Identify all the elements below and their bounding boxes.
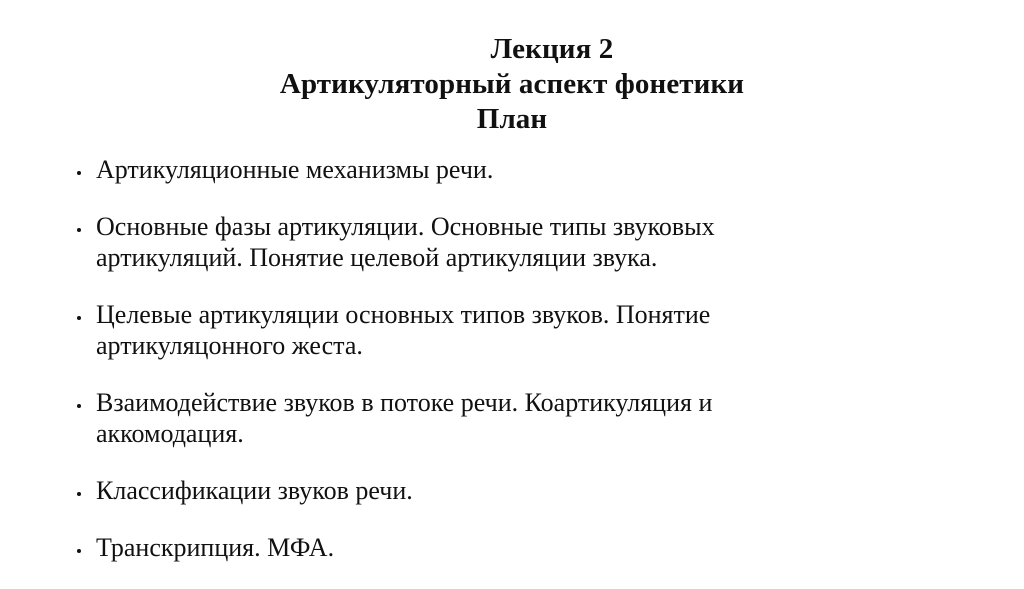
plan-item bbox=[0, 154, 856, 185]
bullet-icon bbox=[77, 404, 81, 408]
plan-item bbox=[0, 299, 856, 361]
plan-item-text: Артикуляционные механизмы речи. bbox=[96, 155, 494, 184]
plan-item bbox=[0, 475, 856, 506]
bullet-icon bbox=[77, 492, 81, 496]
plan-item-text: Транскрипция. МФА. bbox=[96, 533, 335, 562]
bullet-icon bbox=[77, 549, 81, 553]
bullet-icon bbox=[77, 171, 81, 175]
plan-item bbox=[0, 387, 856, 449]
plan-list bbox=[0, 154, 1024, 589]
lecture-number-heading: Лекция 2 bbox=[490, 33, 614, 65]
lecture-topic-heading: Артикуляторный аспект фонетики bbox=[279, 68, 745, 100]
plan-item bbox=[0, 211, 856, 273]
plan-item bbox=[0, 532, 856, 563]
slide-title bbox=[0, 32, 1024, 137]
plan-heading: План bbox=[476, 103, 548, 135]
plan-item-text: Основные фазы артикуляции. Основные типы звуковых артикуляций. Понятие целевой артикуляции звука. bbox=[96, 212, 715, 272]
plan-item-text: Классификации звуков речи. bbox=[96, 476, 413, 505]
plan-item-text: Целевые артикуляции основных типов звуков. Понятие артикуляцонного жеста. bbox=[96, 300, 711, 360]
bullet-icon bbox=[77, 316, 81, 320]
plan-item-text: Взаимодействие звуков в потоке речи. Коартикуляция и аккомодация. bbox=[96, 388, 713, 448]
bullet-icon bbox=[77, 228, 81, 232]
